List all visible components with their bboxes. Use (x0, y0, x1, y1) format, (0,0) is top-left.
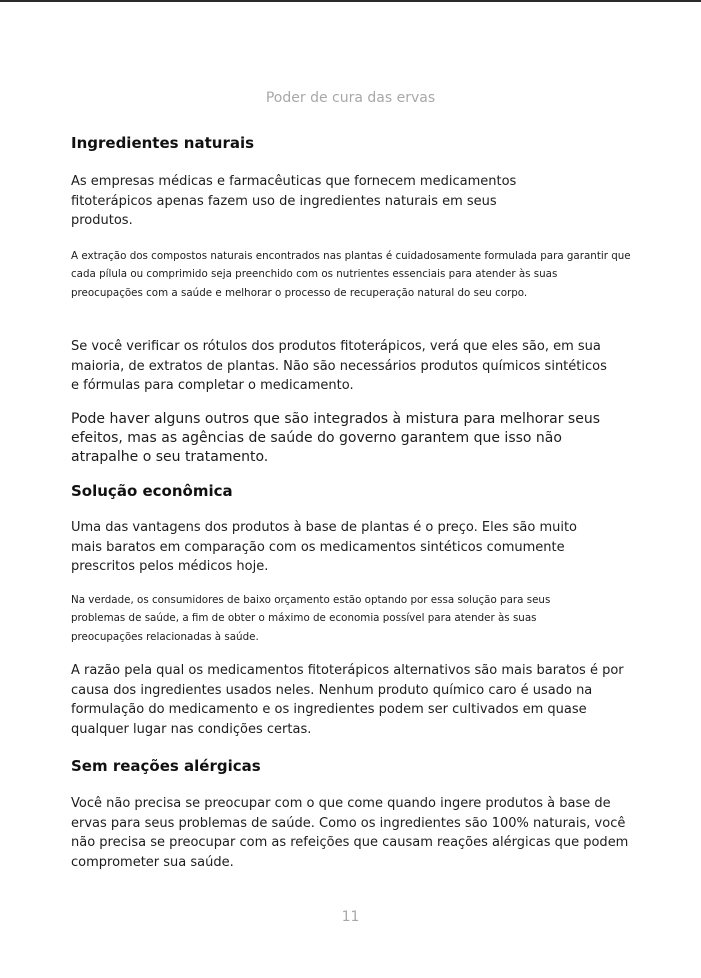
paragraph: Uma das vantagens dos produtos à base de plantas é o preço. Eles são muito mais baratos em comparação com os medicamentos sintéticos comumente prescritos pelos médicos hoje. (71, 520, 578, 575)
section-heading-economica: Solução econômica (71, 482, 233, 501)
paragraph: Você não precisa se preocupar com o que come quando ingere produtos à base de ervas para seus problemas de saúde. Como os ingredientes são 100% naturais, você não precisa se preocupar com as refeições que causam reações alérgicas que podem comprometer sua saúde. (71, 796, 629, 870)
paragraph: Pode haver alguns outros que são integrados à mistura para melhorar seus efeitos, mas as agências de saúde do governo garantem que isso não atrapalhe o seu tratamento. (71, 410, 600, 466)
paragraph: As empresas médicas e farmacêuticas que fornecem medicamentos fitoterápicos apenas fazem uso de ingredientes naturais em seus produtos. (71, 174, 517, 228)
top-border (0, 0, 701, 2)
section-heading-ingredientes: Ingredientes naturais (71, 134, 255, 152)
paragraph: A extração dos compostos naturais encontrados nas plantas é cuidadosamente formulada para garantir que cada pílula ou comprimido seja preenchido com os nutrientes essenciais para atender às suas preocupações com a saúde e melhorar o processo de recuperação natural do seu corpo. (71, 249, 631, 299)
page-number: 11 (341, 909, 360, 925)
paragraph: Se você verificar os rótulos dos produtos fitoterápicos, verá que eles são, em sua maioria, de extratos de plantas. Não são necessários produtos químicos sintéticos e fórmulas para completar o medicamento. (71, 339, 607, 393)
paragraph: A razão pela qual os medicamentos fitoterápicos alternativos são mais baratos é por causa dos ingredientes usados neles. Nenhum produto químico caro é usado na formulação do medicamento e os ingredientes podem ser cultivados em quase qualquer lugar nas condições certas. (71, 663, 624, 737)
paragraph: Na verdade, os consumidores de baixo orçamento estão optando por essa solução para seus problemas de saúde, a fim de obter o máximo de economia possível para atender às suas preocupações relacionadas à saúde. (71, 593, 551, 643)
page-content (71, 132, 636, 872)
page-header: Poder de cura das ervas (265, 90, 436, 106)
section-heading-alergicas: Sem reações alérgicas (71, 757, 261, 776)
